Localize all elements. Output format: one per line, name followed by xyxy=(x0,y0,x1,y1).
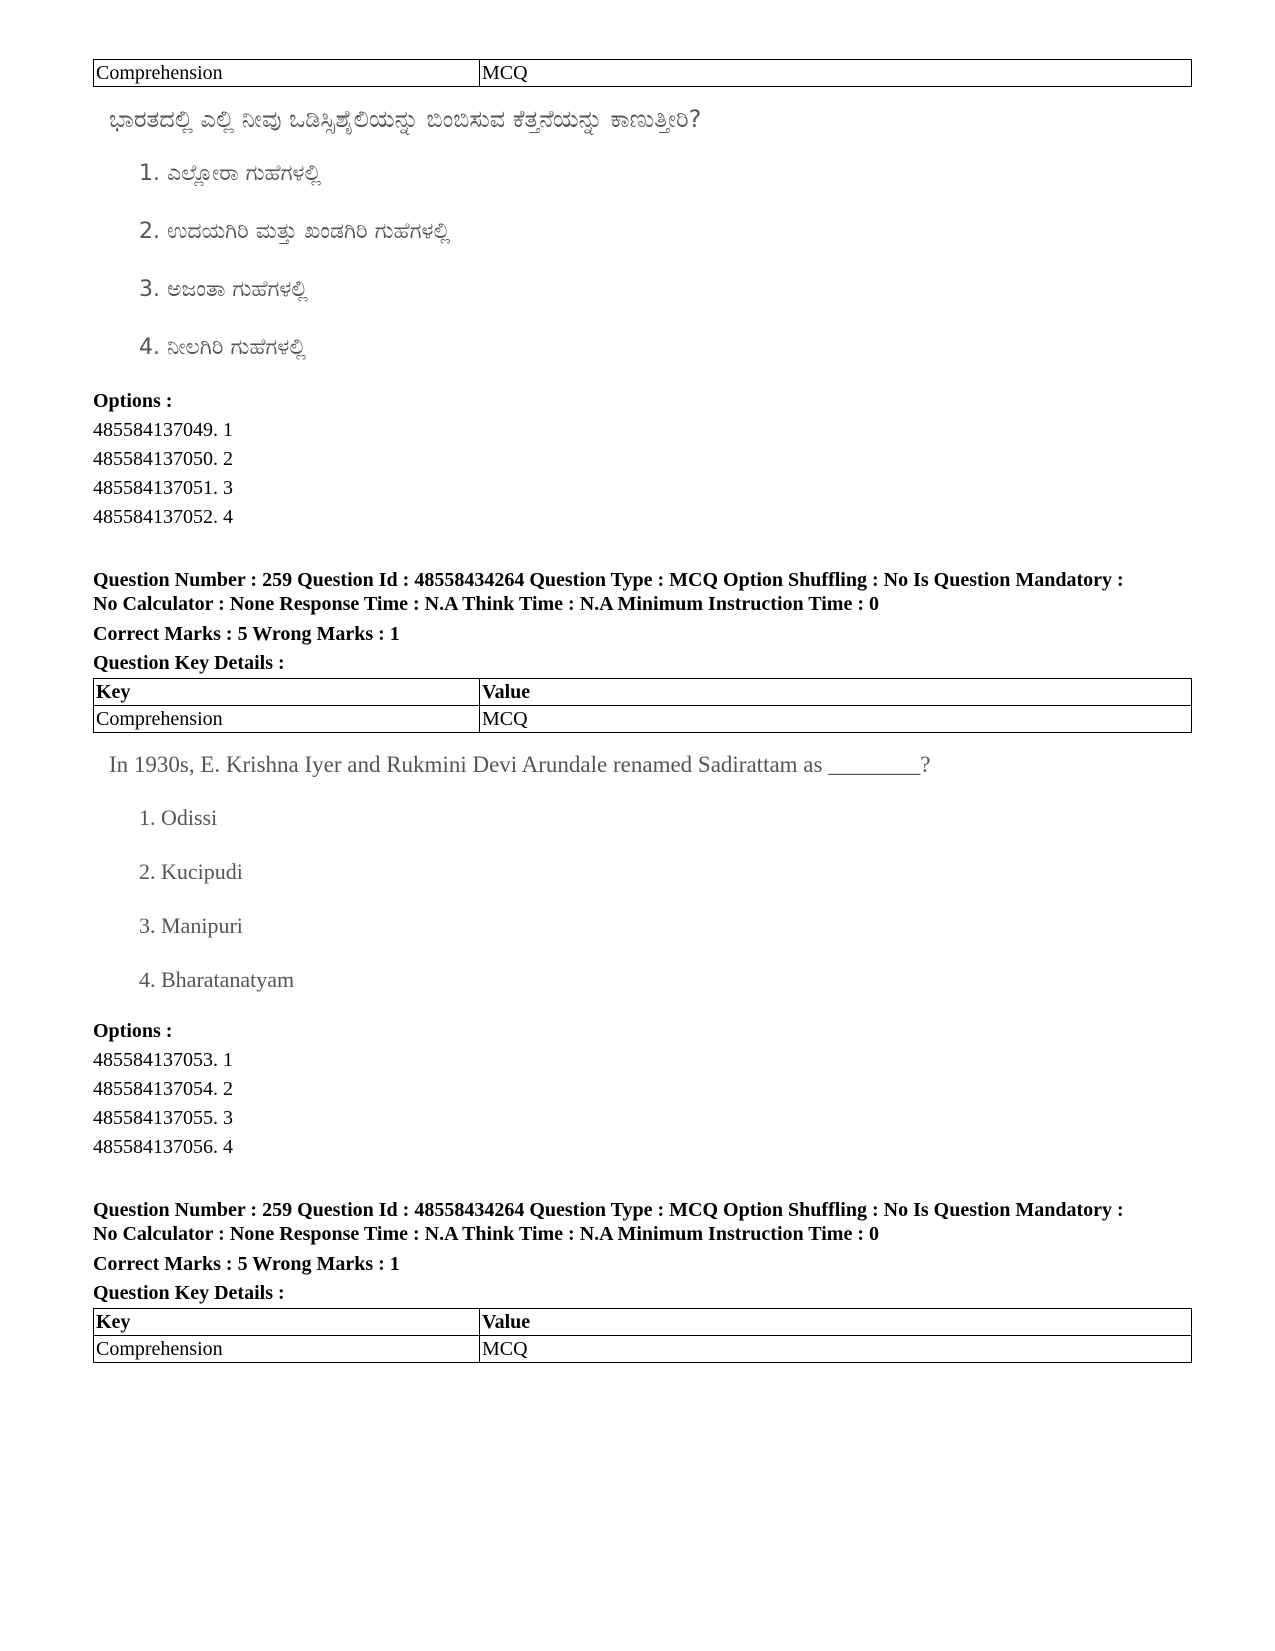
table-cell-key: Comprehension xyxy=(94,706,480,733)
table-cell-key: Comprehension xyxy=(94,1336,480,1363)
table-cell-value: MCQ xyxy=(480,1336,1192,1363)
question-marks: Correct Marks : 5 Wrong Marks : 1 xyxy=(93,1253,400,1275)
question-key-table xyxy=(93,1308,1192,1363)
question-meta xyxy=(93,1198,1192,1246)
question-meta-line: No Calculator : None Response Time : N.A Think Time : N.A Minimum Instruction Time : 0 xyxy=(93,593,879,615)
table-header-value: Value xyxy=(480,1309,1192,1336)
image-option-1: 1. Odissi xyxy=(139,805,218,830)
table-cell-key: Comprehension xyxy=(94,60,480,87)
image-option-2: 2. Kucipudi xyxy=(139,859,243,884)
options-label: Options : xyxy=(93,390,173,412)
question-marks: Correct Marks : 5 Wrong Marks : 1 xyxy=(93,623,400,645)
question-meta-line: Question Number : 259 Question Id : 48558434264 Question Type : MCQ Option Shuffling : No Is Question Mandatory : xyxy=(93,1199,1124,1221)
question-meta-line: Question Number : 259 Question Id : 48558434264 Question Type : MCQ Option Shuffling : No Is Question Mandatory : xyxy=(93,569,1124,591)
option-item: 485584137050. 2 xyxy=(93,448,233,470)
question-image-kannada xyxy=(109,93,1192,377)
image-option-2: 2. ಉದಯಗಿರಿ ಮತ್ತು ಖಂಡಗಿರಿ ಗುಹೆಗಳಲ್ಲಿ xyxy=(139,219,451,244)
question-text: In 1930s, E. Krishna Iyer and Rukmini Devi Arundale renamed Sadirattam as ________? xyxy=(109,752,931,777)
question-meta-line: No Calculator : None Response Time : N.A Think Time : N.A Minimum Instruction Time : 0 xyxy=(93,1223,879,1245)
table-cell-value: MCQ xyxy=(480,60,1192,87)
option-item: 485584137049. 1 xyxy=(93,419,233,441)
image-option-3: 3. ಅಜಂತಾ ಗುಹೆಗಳಲ್ಲಿ xyxy=(139,277,308,302)
image-option-4: 4. Bharatanatyam xyxy=(139,967,295,992)
question-text: ಭಾರತದಲ್ಲಿ ಎಲ್ಲಿ ನೀವು ಒಡಿಸ್ಸಿಶೈಲಿಯನ್ನು ಬಿಂಬಿಸುವ ಕೆತ್ತನೆಯನ್ನು ಕಾಣುತ್ತೀರಿ? xyxy=(109,105,702,133)
option-item: 485584137051. 3 xyxy=(93,477,233,499)
options-block xyxy=(93,1017,1192,1162)
options-label: Options : xyxy=(93,1020,173,1042)
question-key-details-label: Question Key Details : xyxy=(93,1282,285,1304)
table-header-key: Key xyxy=(94,1309,480,1336)
table-header-key: Key xyxy=(94,679,480,706)
image-option-4: 4. ನೀಲಗಿರಿ ಗುಹೆಗಳಲ್ಲಿ xyxy=(139,335,306,360)
options-block xyxy=(93,387,1192,532)
document-page xyxy=(93,59,1192,1363)
question-meta xyxy=(93,568,1192,616)
image-option-3: 3. Manipuri xyxy=(139,913,243,938)
table-row xyxy=(94,706,1192,733)
image-option-1: 1. ಎಲ್ಲೋರಾ ಗುಹೆಗಳಲ್ಲಿ xyxy=(139,161,322,186)
top-key-table xyxy=(93,59,1192,87)
table-row xyxy=(94,1336,1192,1363)
table-header-row xyxy=(94,679,1192,706)
option-item: 485584137055. 3 xyxy=(93,1107,233,1129)
option-item: 485584137054. 2 xyxy=(93,1078,233,1100)
question-key-details-label: Question Key Details : xyxy=(93,652,285,674)
question-key-table xyxy=(93,678,1192,733)
table-header-value: Value xyxy=(480,679,1192,706)
option-item: 485584137053. 1 xyxy=(93,1049,233,1071)
table-header-row xyxy=(94,1309,1192,1336)
question-image-english xyxy=(109,739,1192,1007)
table-cell-value: MCQ xyxy=(480,706,1192,733)
table-row xyxy=(94,60,1192,87)
option-item: 485584137056. 4 xyxy=(93,1136,233,1158)
option-item: 485584137052. 4 xyxy=(93,506,233,528)
